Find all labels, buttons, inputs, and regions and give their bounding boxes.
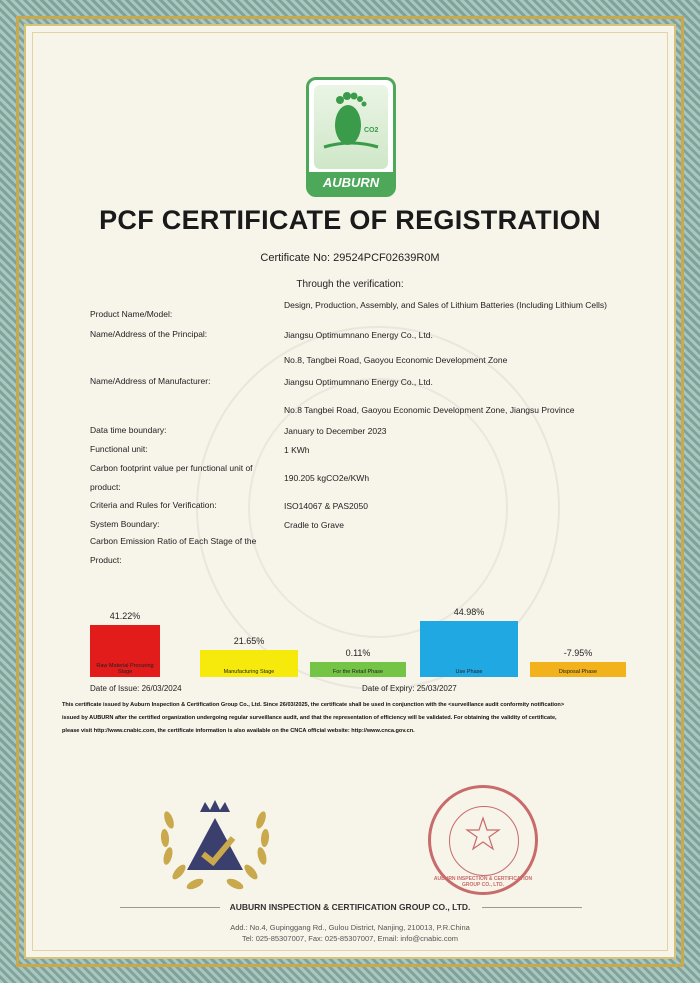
footer-address: Add.: No.4, Gupinggang Rd., Gulou District, Nanjing, 210013, P.R.China [230,923,470,932]
chart-bar [420,621,518,677]
issue-date [90,684,182,693]
chart-value-label: 21.65% [233,635,265,646]
field-value: 1 KWh [284,445,310,455]
field-label: Name/Address of the Principal: [90,329,208,339]
chart-category-label: For the Retail Phase [332,669,384,675]
chart-category-label: Use Phase [455,668,483,675]
issue-date-value: 26/03/2024 [141,684,182,693]
field-label: System Boundary: [90,519,160,529]
field-label: Product Name/Model: [90,309,173,319]
field-label: Criteria and Rules for Verification: [90,500,217,510]
field-value: No.8, Tangbei Road, Gaoyou Economic Development Zone [284,355,508,365]
chart-category-label: Manufacturing Stage [223,669,275,675]
footer-company: AUBURN INSPECTION & CERTIFICATION GROUP CO., LTD. [229,902,471,912]
expiry-date-label: Date of Expiry: [362,684,415,693]
expiry-date-value: 25/03/2027 [416,684,457,693]
auburn-logo [306,77,396,197]
chart-value-label: 44.98% [453,606,485,617]
chart-value-label: 41.22% [109,611,141,622]
fine-print-line: This certificate issued by Auburn Inspection & Certification Group Co., Ltd. Since 26/03/2025, the certificate shall be used in conjunction with the <surveillance audit conformity notification> [62,702,565,708]
footprint-icon [314,85,388,155]
field-value: Jiangsu Optimumnano Energy Co., Ltd. [284,377,433,387]
through-verification: Through the verification: [296,279,404,290]
certificate-number-value: 29524PCF02639R0M [333,252,440,264]
fine-print-line: issued by AUBURN after the certified organization undergoing regular surveillance audit, and that the representation of efficiency will be validated. For obtaining the validity of certificate, [62,715,557,721]
certificate-number-label: Certificate No: [260,252,331,264]
field-value: Cradle to Grave [284,520,344,530]
chart-category-label: Raw Material Procuring Stage [96,662,154,675]
field-value: Jiangsu Optimumnano Energy Co., Ltd. [284,330,433,340]
field-value: ISO14067 & PAS2050 [284,501,368,511]
field-label: Data time boundary: [90,425,167,435]
field-value: January to December 2023 [284,426,387,436]
co2-label: CO2 [364,127,379,134]
emission-chart [0,595,700,685]
chart-value-label: -7.95% [563,648,593,658]
chart-bar [90,625,160,677]
certificate-title: PCF CERTIFICATE OF REGISTRATION [99,205,601,235]
footer-address-block [0,922,700,944]
chart-bar [310,662,406,677]
logo-text: AUBURN [309,172,393,194]
chart-value-label: 0.11% [345,648,371,658]
laurel-emblem [155,790,275,900]
chart-bar [530,662,626,677]
field-label: Carbon Emission Ratio of Each Stage of the Product: [90,536,257,565]
field-label: Name/Address of Manufacturer: [90,376,211,386]
seal-text: AUBURN INSPECTION & CERTIFICATION GROUP CO., LTD. [433,876,533,888]
fine-print-line: please visit http://www.cnabic.com, the certificate information is also available on the CNCA official website: http://www.cnca.gov.cn. [62,728,415,734]
logo-background [314,85,388,169]
chart-bar [200,650,298,677]
chart-category-label: Disposal Phase [558,669,598,675]
footer-contact: Tel: 025-85307007, Fax: 025-85307007, Email: info@cnabic.com [241,934,459,943]
field-label: Functional unit: [90,444,148,454]
field-value: Design, Production, Assembly, and Sales of Lithium Batteries (Including Lithium Cells) [284,300,607,310]
field-value: 190.205 kgCO2e/KWh [284,473,370,483]
expiry-date [362,684,457,693]
certificate-number [0,252,700,264]
official-seal [428,785,538,895]
field-value: No.8 Tangbei Road, Gaoyou Economic Development Zone, Jiangsu Province [284,405,575,415]
issue-date-label: Date of Issue: [90,684,140,693]
field-label: Carbon footprint value per functional unit of product: [90,463,253,492]
